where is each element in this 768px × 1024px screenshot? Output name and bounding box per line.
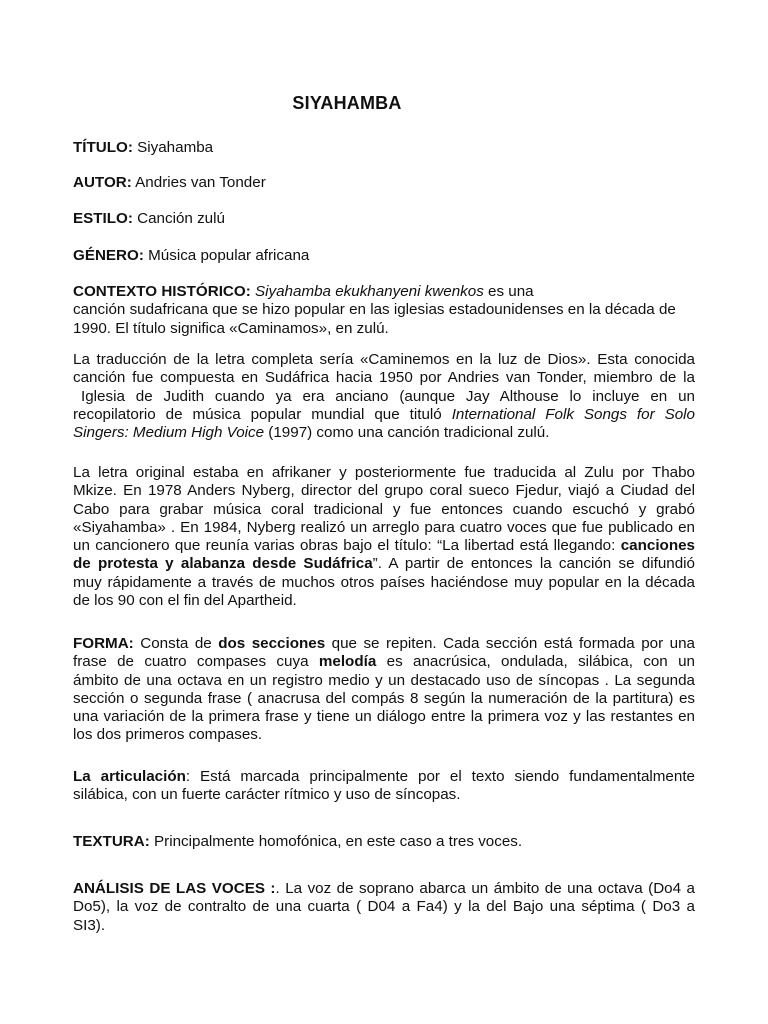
field-estilo — [73, 210, 695, 228]
paragraph-line: Cabo para grabar música coral tradicional y fue entonces cuando escuchó y grabó — [73, 500, 695, 518]
letra-bold: de protesta y alabanza desde Sudáfrica — [73, 555, 373, 573]
paragraph-line: los dos primeros compases. — [73, 726, 263, 744]
paragraph-line: La letra original estaba en afrikaner y posteriormente fue traducida al Zulu por Thabo — [73, 464, 695, 481]
paragraph-line: sección o segunda frase ( anacrusa del compás 8 según la numeración de la partitura) es — [73, 689, 695, 707]
forma-bold: dos secciones — [218, 635, 326, 652]
forma-text: Consta de — [140, 635, 212, 652]
analisis-label: ANÁLISIS DE LAS VOCES : — [73, 880, 276, 897]
analisis-text: . La voz de soprano abarca un ámbito de una octava (Do4 a — [275, 880, 696, 897]
paragraph-line — [73, 555, 695, 573]
articulacion-label: La articulación — [73, 768, 186, 785]
paragraph-line: Do5), la voz de contralto de una cuarta ( D04 a Fa4) y la del Bajo una séptima ( Do3 a — [73, 898, 695, 916]
contexto-historico-paragraph — [73, 283, 695, 338]
paragraph-line: muy rápidamente a través de muchos otros países haciéndose muy popular en la década — [73, 573, 695, 591]
autor-label: AUTOR: — [73, 174, 132, 191]
book-title: International Folk Songs for Solo — [451, 405, 695, 423]
book-title: Singers: Medium High Voice — [73, 424, 265, 442]
estilo-label: ESTILO: — [73, 210, 133, 227]
paragraph-line — [73, 768, 695, 786]
paragraph-line — [73, 424, 695, 442]
contexto-line: canción sudafricana que se hizo popular en las iglesias estadounidenses en la década de — [73, 301, 676, 319]
paragraph-line: de los 90 con el fin del Apartheid. — [73, 592, 297, 610]
traduccion-paragraph — [73, 351, 695, 442]
contexto-italic: Siyahamba ekukhanyeni kwenkos — [255, 283, 484, 300]
paragraph-line — [73, 406, 695, 424]
letra-text: un cancionero que reunía varias obras bajo el título: “La libertad está llegando: — [73, 537, 616, 555]
textura-paragraph — [73, 833, 695, 851]
paragraph-line: ámbito de una octava en un registro medio y un destacado uso de síncopas . La segunda — [73, 671, 695, 689]
letra-paragraph — [73, 464, 695, 610]
paragraph-line — [73, 653, 695, 671]
paragraph-line — [73, 537, 695, 555]
field-autor — [73, 174, 695, 192]
paragraph-line: SI3). — [73, 916, 106, 934]
paragraph-line — [73, 635, 695, 653]
autor-value: Andries van Tonder — [135, 174, 266, 191]
forma-text: que se repiten. Cada sección está formada por una — [331, 635, 695, 652]
contexto-text: es una — [488, 283, 534, 300]
forma-text: es anacrúsica, ondulada, silábica, con un — [386, 653, 695, 671]
paragraph-line: La traducción de la letra completa sería «Caminemos en la luz de Dios». Esta conocida — [73, 351, 695, 368]
paragraph-line: una variación de la primera frase y tiene un diálogo entre la primera voz y las restantes en — [73, 708, 695, 726]
genero-label: GÉNERO: — [73, 247, 144, 264]
forma-paragraph — [73, 635, 695, 745]
paragraph-line: «Siyahamba» . En 1984, Nyberg realizó un arreglo para cuatro voces que fue publicado en — [73, 518, 695, 536]
titulo-value: Siyahamba — [137, 139, 214, 156]
articulacion-paragraph — [73, 768, 695, 805]
forma-bold: melodía — [318, 653, 377, 671]
paragraph-line: Iglesia de Judith cuando ya era anciano (aunque Jay Althouse lo incluye en un — [81, 387, 695, 405]
forma-label: FORMA: — [73, 635, 134, 652]
articulacion-text: : Está marcada principalmente por el texto siendo fundamentalmente — [185, 768, 695, 785]
paragraph-line: Mkize. En 1978 Anders Nyberg, director del grupo coral sueco Fjedur, viajó a Ciudad del — [73, 482, 695, 500]
titulo-label: TÍTULO: — [73, 139, 133, 156]
analisis-paragraph — [73, 880, 695, 935]
estilo-value: Canción zulú — [137, 210, 225, 227]
letra-text: ”. A partir de entonces la canción se difundió — [372, 555, 696, 573]
paragraph-line: silábica, con un fuerte carácter rítmico y uso de síncopas. — [73, 786, 461, 804]
textura-value: Principalmente homofónica, en este caso a tres voces. — [154, 833, 523, 850]
field-titulo — [73, 139, 695, 157]
genero-value: Música popular africana — [148, 247, 310, 264]
forma-text: frase de cuatro compases cuya — [73, 653, 309, 671]
traduccion-text: recopilatorio de música popular mundial que tituló — [73, 405, 442, 423]
field-genero — [73, 247, 695, 265]
paragraph-line: canción fue compuesta en Sudáfrica hacia 1950 por Andries van Tonder, miembro de la — [73, 369, 695, 387]
paragraph-line — [73, 880, 695, 898]
letra-bold: canciones — [620, 537, 695, 555]
document-title: SIYAHAMBA — [292, 93, 402, 113]
traduccion-text: (1997) como una canción tradicional zulú. — [268, 424, 550, 442]
contexto-label: CONTEXTO HISTÓRICO: — [73, 283, 251, 300]
contexto-line: 1990. El título significa «Caminamos», en zulú. — [73, 319, 389, 337]
textura-label: TEXTURA: — [73, 833, 150, 850]
